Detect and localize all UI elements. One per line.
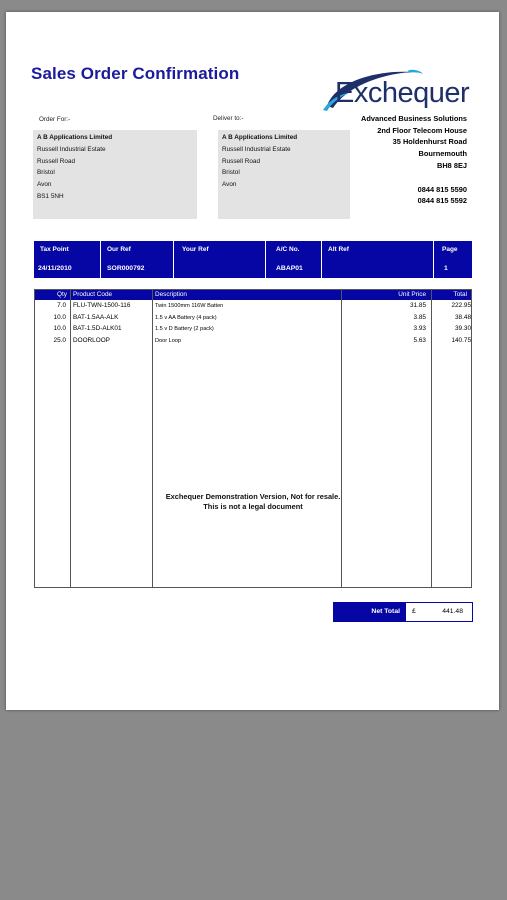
company-phone: 0844 815 5590 [417, 184, 467, 194]
address-line: Russell Industrial Estate [37, 145, 106, 153]
exchequer-logo [315, 64, 475, 116]
demo-watermark [35, 492, 471, 512]
ac-no-value: ABAP01 [276, 265, 303, 272]
company-line: 2nd Floor Telecom House [377, 125, 467, 135]
row-qty: 10.0 [53, 314, 66, 321]
your-ref-label: Your Ref [182, 246, 209, 253]
row-unit-price: 31.85 [410, 302, 426, 309]
order-lines-table [34, 289, 472, 588]
row-description: Door Loop [155, 338, 182, 344]
company-address [361, 113, 467, 207]
address-line: BS1 5NH [37, 192, 64, 200]
row-qty: 7.0 [57, 302, 66, 309]
address-line: Russell Road [222, 157, 261, 165]
our-ref-label: Our Ref [107, 246, 131, 253]
deliver-to-label: Deliver to:- [213, 115, 244, 122]
page-value: 1 [444, 265, 448, 272]
row-total: 38.48 [455, 314, 471, 321]
row-product-code: FLU-TWN-1500-116 [73, 302, 131, 309]
order-for-label: Order For:- [39, 116, 71, 123]
row-description: Twin 1500mm 116W Batten [155, 303, 224, 309]
row-product-code: DOORLOOP [73, 337, 110, 344]
alt-ref-cell [322, 241, 434, 278]
company-phone: 0844 815 5592 [417, 196, 467, 206]
currency-symbol: £ [412, 608, 416, 615]
row-qty: 10.0 [53, 325, 66, 332]
address-line: Bristol [222, 169, 240, 177]
table-row [35, 302, 471, 314]
row-description: 1.5 v AA Battery (4 pack) [155, 315, 217, 321]
order-for-address [33, 130, 197, 219]
document-page [6, 12, 499, 710]
net-total-label: Net Total [334, 603, 406, 621]
row-unit-price: 3.85 [413, 314, 426, 321]
row-total: 222.95 [451, 302, 471, 309]
row-total: 39.30 [455, 325, 471, 332]
address-line: Bristol [37, 169, 55, 177]
page-label: Page [442, 246, 458, 253]
address-line: Russell Industrial Estate [222, 145, 291, 153]
row-product-code: BAT-1.5D-ALK01 [73, 325, 122, 332]
row-description: 1.5 v D Battery (2 pack) [155, 326, 214, 332]
tax-point-cell [34, 241, 101, 278]
address-line: A B Applications Limited [37, 134, 113, 141]
row-qty: 25.0 [53, 337, 66, 344]
document-header-bar [34, 241, 472, 278]
header-qty: Qty [57, 291, 67, 298]
header-description: Description [155, 291, 187, 298]
our-ref-cell [101, 241, 174, 278]
row-unit-price: 5.63 [413, 337, 426, 344]
company-line: Bournemouth [418, 149, 467, 159]
tax-point-label: Tax Point [40, 246, 69, 253]
row-product-code: BAT-1.5AA-ALK [73, 314, 119, 321]
header-unit-price: Unit Price [398, 291, 426, 298]
watermark-line: Exchequer Demonstration Version, Not for resale. [165, 492, 341, 501]
row-unit-price: 3.93 [413, 325, 426, 332]
document-title: Sales Order Confirmation [31, 64, 240, 83]
watermark-line: This is not a legal document [203, 502, 303, 511]
net-total-amount: 441.48 [442, 608, 463, 615]
table-row [35, 337, 471, 349]
row-total: 140.75 [451, 337, 471, 344]
ac-no-cell [266, 241, 322, 278]
company-line: 35 Holdenhurst Road [392, 137, 467, 147]
logo-text: Exchequer [335, 77, 470, 109]
address-line: Avon [222, 181, 237, 189]
company-line: BH8 8EJ [437, 160, 467, 170]
tax-point-value: 24/11/2010 [38, 265, 72, 272]
page-cell [434, 241, 472, 278]
address-line: A B Applications Limited [222, 134, 298, 141]
our-ref-value: SOR000792 [107, 265, 145, 272]
deliver-to-address [218, 130, 350, 219]
alt-ref-label: Alt Ref [328, 246, 349, 253]
address-line: Avon [37, 181, 52, 189]
ac-no-label: A/C No. [276, 246, 300, 253]
net-total-box [333, 602, 473, 622]
table-row [35, 325, 471, 337]
your-ref-cell [174, 241, 266, 278]
company-line: Advanced Business Solutions [361, 114, 467, 123]
address-line: Russell Road [37, 157, 76, 165]
header-total: Total [453, 291, 467, 298]
header-product-code: Product Code [73, 291, 113, 298]
